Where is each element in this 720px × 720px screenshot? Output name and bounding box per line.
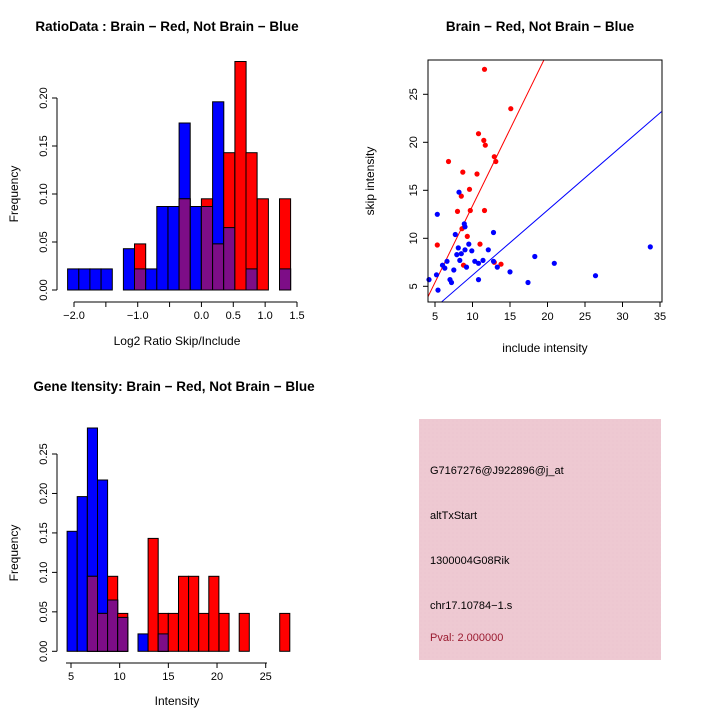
hist-bar-overlap [118,617,128,651]
scatter-point-red [477,242,482,247]
hist-bar-overlap [135,269,146,290]
scatter-point-red [481,138,486,143]
scatter-point-blue [453,232,458,237]
x-tick-label: 25 [259,671,272,683]
scatter-point-red [492,154,497,159]
x-tick-label: 0.5 [225,310,241,322]
y-tick-label: 0.00 [38,640,50,663]
x-tick-label: 20 [541,311,554,323]
scatter-point-blue [491,259,496,264]
scatter-point-red [493,159,498,164]
scatter-point-blue [476,261,481,266]
chart-title: Brain − Red, Not Brain − Blue [445,19,635,34]
x-tick-label: −2.0 [63,310,85,322]
scatter-point-blue [457,258,462,263]
y-tick-label: 25 [408,88,420,101]
scatter-point-blue [593,273,598,278]
hist-bar-overlap [108,600,118,651]
hist-bar-red [199,613,209,651]
scatter-point-red [465,234,470,239]
y-axis-label: skip intensity [363,146,377,216]
hist-bar-blue [77,497,87,652]
chart-title: RatioData : Brain − Red, Not Brain − Blue [35,19,299,34]
scatter-point-blue [507,269,512,274]
y-tick-label: 0.00 [38,279,50,301]
y-tick-label: 0.05 [38,231,50,253]
panel-ratio-histogram [0,0,360,360]
ratio-histogram-plot [0,0,360,360]
scatter-point-red [455,209,460,214]
scatter-point-blue [454,252,459,257]
y-tick-label: 0.20 [38,87,50,109]
y-tick-label: 0.15 [38,522,50,544]
hist-bar-red [179,576,189,651]
y-tick-label: 10 [408,232,420,245]
hist-bar-blue [157,207,168,291]
hist-bar-red [148,538,158,651]
hist-bar-red [239,613,249,651]
scatter-point-blue [469,248,474,253]
x-tick-label: 1.0 [257,310,273,322]
hist-bar-overlap [158,634,168,651]
scatter-point-red [482,208,487,213]
hist-bar-red [219,613,229,651]
scatter-point-blue [486,247,491,252]
scatter-point-red [476,131,481,136]
hist-bar-overlap [98,613,108,651]
x-tick-label: 0.0 [193,310,210,322]
hist-bar-overlap [246,269,257,290]
scatter-point-blue [462,247,467,252]
scatter-point-red [482,67,487,72]
scatter-point-red [508,106,513,111]
scatter-point-blue [426,277,431,282]
hist-bar-blue [79,269,90,290]
y-axis-label: Frequency [7,524,21,582]
hist-bar-blue [68,269,79,290]
hist-bar-red [209,576,219,651]
scatter-point-blue [449,280,454,285]
hist-bar-overlap [201,207,212,291]
hist-bar-red [168,613,178,651]
scatter-point-red [467,187,472,192]
hist-bar-overlap [179,199,190,290]
scatter-point-blue [480,258,485,263]
scatter-point-blue [476,277,481,282]
scatter-point-blue [648,244,653,249]
intensity-scatter-plot [360,0,720,360]
hist-bar-red [257,199,268,290]
y-tick-label: 0.10 [38,183,50,205]
scatter-point-blue [444,259,449,264]
x-tick-label: −1.0 [126,310,149,322]
scatter-point-blue [456,190,461,195]
x-tick-label: 10 [466,311,479,323]
scatter-point-red [446,159,451,164]
hist-bar-overlap [224,228,235,290]
gene-intensity-histogram-plot [0,360,360,720]
hist-bar-blue [101,269,112,290]
scatter-point-red [460,170,465,175]
scatter-point-blue [495,265,500,270]
hist-bar-blue [67,531,77,651]
panel-intensity-scatter [360,0,720,360]
scatter-point-blue [459,251,464,256]
hist-bar-overlap [280,269,291,290]
hist-bar-blue [123,249,134,290]
scatter-point-blue [552,261,557,266]
scatter-point-red [435,242,440,247]
y-tick-label: 0.15 [38,135,50,157]
y-tick-label: 15 [408,184,420,197]
pval-text: Pval: 2.000000 [430,632,504,644]
x-tick-label: 30 [616,311,629,323]
panel-gene-info [360,360,720,720]
scatter-point-blue [435,288,440,293]
scatter-point-blue [435,212,440,217]
fit-line-blue [442,112,662,302]
x-axis-label: include intensity [502,341,588,355]
gene-info-box [419,419,661,660]
scatter-point-blue [456,245,461,250]
y-tick-label: 5 [408,283,420,290]
scatter-point-blue [491,230,496,235]
hist-bar-blue [168,207,179,291]
scatter-point-blue [434,272,439,277]
x-tick-label: 10 [113,671,126,683]
hist-bar-red [189,576,199,651]
y-tick-label: 0.10 [38,561,50,584]
scatter-point-blue [451,267,456,272]
event-type: altTxStart [430,510,478,522]
x-tick-label: 25 [578,311,592,323]
x-tick-label: 15 [503,311,517,323]
y-axis-label: Frequency [7,165,21,223]
chart-title: Gene Itensity: Brain − Red, Not Brain − Blue [33,379,315,394]
x-axis-label: Log2 Ratio Skip/Include [113,334,241,348]
hist-bar-red [280,613,290,651]
y-tick-label: 0.05 [38,601,50,623]
gene-symbol: 1300004G08Rik [430,555,510,567]
y-tick-label: 0.25 [38,443,50,465]
x-tick-label: 20 [210,671,224,683]
scatter-point-blue [466,242,471,247]
scatter-point-blue [462,224,467,229]
scatter-point-blue [464,265,469,270]
hist-bar-blue [138,634,148,651]
scatter-point-red [468,208,473,213]
genomic-location: chr17.10784−1.s [430,600,513,612]
x-tick-label: 5 [67,671,75,683]
scatter-point-blue [532,254,537,259]
scatter-point-blue [442,266,447,271]
hist-bar-red [235,62,246,291]
y-tick-label: 20 [408,136,420,149]
hist-bar-blue [190,207,201,291]
x-tick-label: 5 [431,311,439,323]
hist-bar-overlap [87,576,97,651]
x-tick-label: 1.5 [289,310,305,322]
scatter-point-blue [525,280,530,285]
x-tick-label: 35 [653,311,667,323]
hist-bar-overlap [213,244,224,290]
hist-bar-blue [146,269,157,290]
scatter-point-red [483,143,488,148]
x-tick-label: 15 [162,671,175,683]
panel-gene-intensity-histogram [0,360,360,720]
probe-id: G7167276@J922896@j_at [430,465,564,477]
hist-bar-blue [90,269,101,290]
x-axis-label: Intensity [154,694,200,708]
scatter-point-red [474,171,479,176]
y-tick-label: 0.20 [38,482,50,505]
